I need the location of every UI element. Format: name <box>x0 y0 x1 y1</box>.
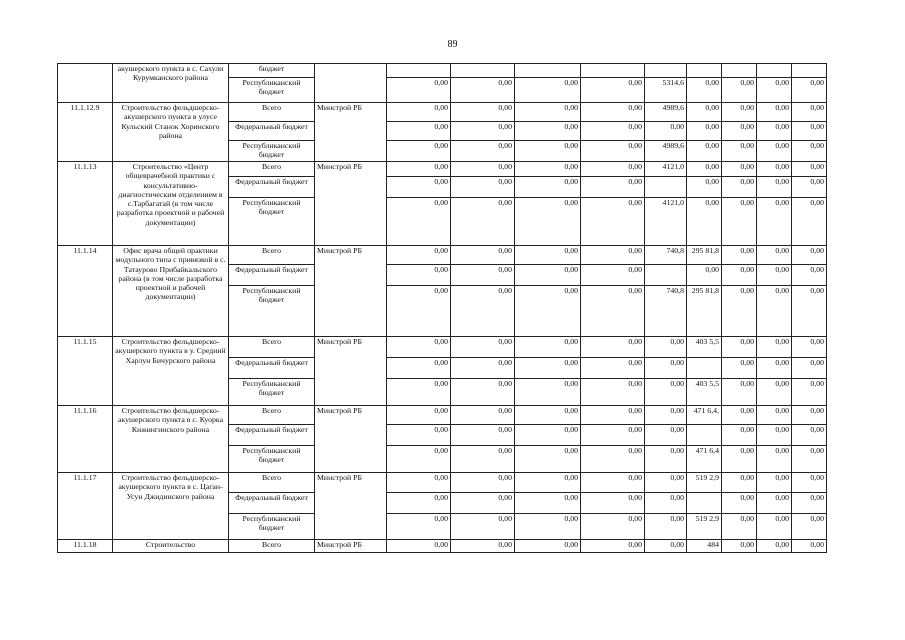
value-cell: 0,00 <box>722 198 757 246</box>
responsible-executor: Минстрой РБ <box>315 473 387 540</box>
value-cell: 0,00 <box>792 473 827 493</box>
value-cell: 0,00 <box>581 177 645 198</box>
value-cell: 5314,6 <box>645 78 687 103</box>
value-cell: 0,00 <box>792 265 827 286</box>
value-cell: 0,00 <box>451 540 515 553</box>
value-cell: 0,00 <box>792 540 827 553</box>
value-cell: 403 5,5 <box>687 337 722 358</box>
value-cell: 0,00 <box>792 446 827 473</box>
value-cell: 0,00 <box>515 514 581 540</box>
value-cell: 0,00 <box>387 198 451 246</box>
value-cell: 0,00 <box>451 379 515 406</box>
value-cell: 4989,6 <box>645 141 687 162</box>
funding-source: Всего <box>229 246 315 265</box>
value-cell: 0,00 <box>722 265 757 286</box>
value-cell: 0,00 <box>387 379 451 406</box>
value-cell: 0,00 <box>722 162 757 177</box>
value-cell <box>451 64 515 78</box>
value-cell: 0,00 <box>645 540 687 553</box>
value-cell: 0,00 <box>451 493 515 514</box>
value-cell <box>687 493 722 514</box>
value-cell: 295 81,8 <box>687 246 722 265</box>
value-cell <box>722 64 757 78</box>
value-cell: 0,00 <box>645 337 687 358</box>
value-cell: 0,00 <box>757 540 792 553</box>
responsible-executor: Минстрой РБ <box>315 162 387 246</box>
value-cell: 0,00 <box>387 162 451 177</box>
value-cell: 0,00 <box>387 493 451 514</box>
value-cell: 0,00 <box>581 540 645 553</box>
responsible-executor: Минстрой РБ <box>315 406 387 473</box>
value-cell: 0,00 <box>722 246 757 265</box>
row-name: Строительство <box>113 540 229 553</box>
table-row <box>58 103 827 122</box>
funding-source: Всего <box>229 103 315 122</box>
value-cell: 519 2,9 <box>687 473 722 493</box>
responsible-executor: Минстрой РБ <box>315 337 387 406</box>
value-cell: 0,00 <box>581 141 645 162</box>
value-cell: 471 6,4 <box>687 446 722 473</box>
funding-source: Республиканский бюджет <box>229 446 315 473</box>
value-cell: 0,00 <box>451 514 515 540</box>
value-cell: 0,00 <box>792 406 827 425</box>
value-cell: 0,00 <box>581 246 645 265</box>
value-cell: 0,00 <box>515 162 581 177</box>
value-cell: 0,00 <box>451 425 515 446</box>
value-cell: 0,00 <box>645 493 687 514</box>
value-cell: 0,00 <box>515 103 581 122</box>
funding-source: Республиканский бюджет <box>229 78 315 103</box>
value-cell: 0,00 <box>387 540 451 553</box>
value-cell: 0,00 <box>645 358 687 379</box>
value-cell <box>687 358 722 379</box>
value-cell: 0,00 <box>515 122 581 141</box>
value-cell: 0,00 <box>722 103 757 122</box>
funding-source: Всего <box>229 540 315 553</box>
value-cell: 0,00 <box>687 265 722 286</box>
value-cell: 0,00 <box>581 286 645 337</box>
table-row <box>58 540 827 553</box>
row-code: 11.1.18 <box>58 540 113 553</box>
value-cell: 0,00 <box>515 540 581 553</box>
value-cell: 0,00 <box>645 379 687 406</box>
value-cell: 740,8 <box>645 286 687 337</box>
funding-source: Республиканский бюджет <box>229 198 315 246</box>
value-cell: 0,00 <box>792 177 827 198</box>
value-cell: 0,00 <box>515 337 581 358</box>
value-cell: 0,00 <box>581 406 645 425</box>
value-cell: 0,00 <box>687 122 722 141</box>
row-code: 11.1.13 <box>58 162 113 246</box>
value-cell: 0,00 <box>581 425 645 446</box>
value-cell: 0,00 <box>581 198 645 246</box>
value-cell: 0,00 <box>722 514 757 540</box>
value-cell: 4121,0 <box>645 198 687 246</box>
value-cell: 0,00 <box>792 358 827 379</box>
value-cell: 0,00 <box>515 379 581 406</box>
value-cell: 0,00 <box>792 514 827 540</box>
value-cell: 0,00 <box>757 337 792 358</box>
value-cell: 0,00 <box>757 406 792 425</box>
value-cell: 0,00 <box>792 286 827 337</box>
value-cell: 0,00 <box>722 493 757 514</box>
value-cell: 0,00 <box>645 446 687 473</box>
value-cell: 0,00 <box>515 406 581 425</box>
value-cell: 0,00 <box>645 425 687 446</box>
row-code: 11.1.14 <box>58 246 113 337</box>
value-cell: 0,00 <box>792 493 827 514</box>
value-cell <box>387 64 451 78</box>
value-cell: 0,00 <box>757 379 792 406</box>
value-cell: 0,00 <box>757 358 792 379</box>
value-cell: 0,00 <box>451 122 515 141</box>
value-cell: 0,00 <box>581 78 645 103</box>
value-cell <box>645 64 687 78</box>
value-cell: 0,00 <box>515 446 581 473</box>
value-cell: 0,00 <box>451 78 515 103</box>
value-cell: 0,00 <box>757 78 792 103</box>
value-cell: 0,00 <box>581 122 645 141</box>
value-cell: 0,00 <box>451 286 515 337</box>
value-cell: 0,00 <box>645 473 687 493</box>
value-cell: 0,00 <box>757 198 792 246</box>
value-cell: 0,00 <box>387 265 451 286</box>
row-name: Офис врача общей практики модульного типа с привязкой в с. Татаурово Прибайкальского района (в том числе разработка проектной и рабочей документации) <box>113 246 229 337</box>
row-code: 11.1.17 <box>58 473 113 540</box>
funding-source: Федеральный бюджет <box>229 177 315 198</box>
funding-source: Федеральный бюджет <box>229 122 315 141</box>
value-cell: 0,00 <box>757 246 792 265</box>
value-cell: 0,00 <box>722 379 757 406</box>
responsible-executor <box>315 64 387 103</box>
value-cell <box>515 64 581 78</box>
funding-source: Республиканский бюджет <box>229 379 315 406</box>
table-row <box>58 246 827 265</box>
value-cell: 0,00 <box>387 246 451 265</box>
row-name: Строительство фельдшерско-акушерского пункта в улусе Кульский Станок Хоринского района <box>113 103 229 162</box>
value-cell: 0,00 <box>581 379 645 406</box>
table-row <box>58 473 827 493</box>
value-cell: 0,00 <box>451 337 515 358</box>
table-row <box>58 337 827 358</box>
table-row <box>58 64 827 78</box>
value-cell: 0,00 <box>687 103 722 122</box>
funding-source: Республиканский бюджет <box>229 514 315 540</box>
value-cell: 519 2,9 <box>687 514 722 540</box>
value-cell: 0,00 <box>387 141 451 162</box>
value-cell: 0,00 <box>581 337 645 358</box>
value-cell: 0,00 <box>645 406 687 425</box>
value-cell: 0,00 <box>581 514 645 540</box>
value-cell <box>581 64 645 78</box>
value-cell: 0,00 <box>722 446 757 473</box>
value-cell: 0,00 <box>757 162 792 177</box>
row-code: 11.1.12.9 <box>58 103 113 162</box>
page-number: 89 <box>447 39 458 50</box>
value-cell <box>757 64 792 78</box>
value-cell: 0,00 <box>451 177 515 198</box>
value-cell: 0,00 <box>792 379 827 406</box>
funding-source: Всего <box>229 473 315 493</box>
value-cell: 0,00 <box>515 358 581 379</box>
value-cell: 0,00 <box>687 162 722 177</box>
value-cell: 0,00 <box>581 162 645 177</box>
value-cell: 0,00 <box>757 514 792 540</box>
value-cell: 0,00 <box>451 103 515 122</box>
row-code <box>58 64 113 103</box>
value-cell: 0,00 <box>581 446 645 473</box>
value-cell: 0,00 <box>722 141 757 162</box>
funding-source: Всего <box>229 406 315 425</box>
value-cell: 0,00 <box>387 337 451 358</box>
value-cell: 0,00 <box>792 337 827 358</box>
value-cell: 4989,6 <box>645 103 687 122</box>
value-cell: 0,00 <box>387 177 451 198</box>
value-cell: 0,00 <box>687 78 722 103</box>
value-cell: 0,00 <box>515 246 581 265</box>
value-cell <box>687 425 722 446</box>
value-cell: 0,00 <box>722 406 757 425</box>
value-cell: 0,00 <box>792 103 827 122</box>
value-cell: 484 <box>687 540 722 553</box>
row-name: Строительство фельдшерско-акушерского пункта в у. Средний Харлун Бичурского района <box>113 337 229 406</box>
value-cell: 0,00 <box>451 358 515 379</box>
value-cell: 0,00 <box>581 103 645 122</box>
value-cell: 0,00 <box>792 78 827 103</box>
responsible-executor: Минстрой РБ <box>315 540 387 553</box>
value-cell: 471 6,4, <box>687 406 722 425</box>
value-cell: 0,00 <box>581 358 645 379</box>
value-cell: 0,00 <box>722 177 757 198</box>
value-cell: 0,00 <box>722 122 757 141</box>
budget-table <box>57 63 827 553</box>
value-cell: 0,00 <box>387 425 451 446</box>
value-cell: 0,00 <box>581 265 645 286</box>
value-cell: 0,00 <box>515 141 581 162</box>
value-cell: 0,00 <box>792 198 827 246</box>
funding-source: Федеральный бюджет <box>229 358 315 379</box>
value-cell <box>687 64 722 78</box>
value-cell: 740,8 <box>645 246 687 265</box>
value-cell: 0,00 <box>792 141 827 162</box>
value-cell: 0,00 <box>451 446 515 473</box>
value-cell: 0,00 <box>387 122 451 141</box>
value-cell: 0,00 <box>792 246 827 265</box>
value-cell: 0,00 <box>757 493 792 514</box>
value-cell: 0,00 <box>687 141 722 162</box>
value-cell: 0,00 <box>757 286 792 337</box>
value-cell: 403 5,5 <box>687 379 722 406</box>
value-cell: 0,00 <box>792 162 827 177</box>
value-cell: 0,00 <box>515 198 581 246</box>
value-cell: 0,00 <box>387 473 451 493</box>
value-cell: 0,00 <box>387 78 451 103</box>
value-cell: 0,00 <box>387 406 451 425</box>
row-name: Строительство «Центр общеврачебной практики с консультативно-диагностическим отделением в с.Тарбагатай (в том числе разработка проектной и рабочей документации) <box>113 162 229 246</box>
value-cell: 0,00 <box>387 103 451 122</box>
value-cell: 0,00 <box>515 425 581 446</box>
funding-source: Республиканский бюджет <box>229 141 315 162</box>
value-cell: 0,00 <box>387 286 451 337</box>
value-cell: 0,00 <box>757 122 792 141</box>
table-row <box>58 406 827 425</box>
value-cell <box>645 177 687 198</box>
value-cell: 0,00 <box>451 162 515 177</box>
funding-source: Федеральный бюджет <box>229 265 315 286</box>
value-cell: 0,00 <box>722 78 757 103</box>
row-code: 11.1.16 <box>58 406 113 473</box>
funding-source: Федеральный бюджет <box>229 425 315 446</box>
value-cell: 0,00 <box>722 286 757 337</box>
value-cell: 0,00 <box>387 446 451 473</box>
responsible-executor: Минстрой РБ <box>315 103 387 162</box>
value-cell: 295 81,8 <box>687 286 722 337</box>
value-cell: 0,00 <box>451 473 515 493</box>
row-name: Строительство фельдшерско-акушерского пункта в с. Цаган-Усун Джидинского района <box>113 473 229 540</box>
funding-source: Всего <box>229 337 315 358</box>
value-cell: 0,00 <box>722 358 757 379</box>
row-name: акушерского пункта в с. Сахули Курумканского района <box>113 64 229 103</box>
value-cell <box>645 265 687 286</box>
value-cell: 0,00 <box>515 493 581 514</box>
value-cell: 0,00 <box>757 446 792 473</box>
value-cell: 0,00 <box>757 103 792 122</box>
responsible-executor: Минстрой РБ <box>315 246 387 337</box>
value-cell: 0,00 <box>645 122 687 141</box>
value-cell: 0,00 <box>515 265 581 286</box>
value-cell: 0,00 <box>687 198 722 246</box>
value-cell: 0,00 <box>387 514 451 540</box>
value-cell: 0,00 <box>451 141 515 162</box>
value-cell: 4121,0 <box>645 162 687 177</box>
value-cell: 0,00 <box>792 425 827 446</box>
value-cell: 0,00 <box>757 425 792 446</box>
row-code: 11.1.15 <box>58 337 113 406</box>
value-cell: 0,00 <box>515 177 581 198</box>
value-cell: 0,00 <box>722 540 757 553</box>
value-cell: 0,00 <box>687 177 722 198</box>
value-cell: 0,00 <box>515 78 581 103</box>
funding-source: Всего <box>229 162 315 177</box>
value-cell: 0,00 <box>581 473 645 493</box>
value-cell: 0,00 <box>387 358 451 379</box>
row-name: Строительство фельдшерско-акушерского пункта в с. Куорка Кижингинского района <box>113 406 229 473</box>
value-cell: 0,00 <box>757 473 792 493</box>
funding-source: бюджет <box>229 64 315 78</box>
value-cell: 0,00 <box>451 198 515 246</box>
value-cell: 0,00 <box>645 514 687 540</box>
value-cell: 0,00 <box>451 246 515 265</box>
table-row <box>58 162 827 177</box>
value-cell <box>792 64 827 78</box>
value-cell: 0,00 <box>792 122 827 141</box>
value-cell: 0,00 <box>757 177 792 198</box>
value-cell: 0,00 <box>722 337 757 358</box>
funding-source: Федеральный бюджет <box>229 493 315 514</box>
value-cell: 0,00 <box>451 406 515 425</box>
funding-source: Республиканский бюджет <box>229 286 315 337</box>
value-cell: 0,00 <box>515 286 581 337</box>
value-cell: 0,00 <box>451 265 515 286</box>
value-cell: 0,00 <box>722 425 757 446</box>
value-cell: 0,00 <box>722 473 757 493</box>
value-cell: 0,00 <box>757 141 792 162</box>
value-cell: 0,00 <box>581 493 645 514</box>
value-cell: 0,00 <box>757 265 792 286</box>
value-cell: 0,00 <box>515 473 581 493</box>
